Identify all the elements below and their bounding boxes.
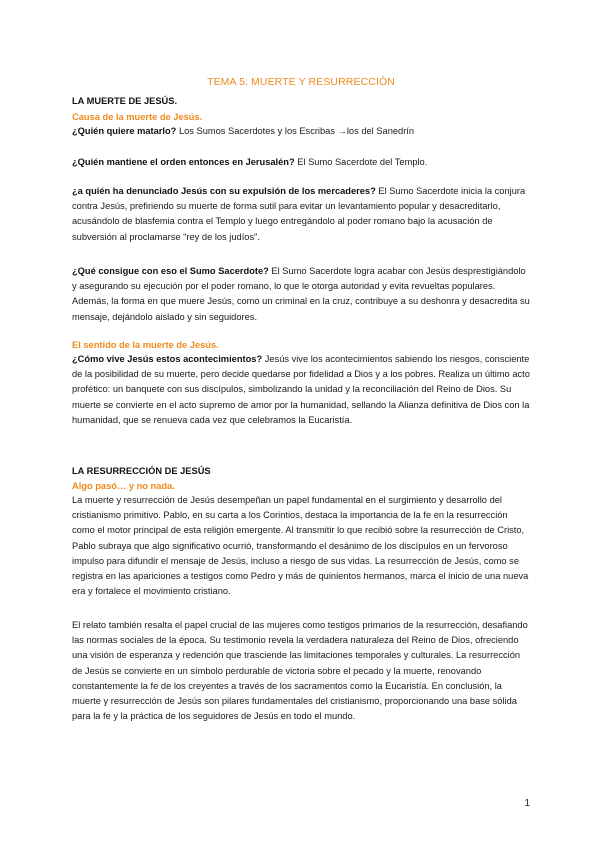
paragraph-q5 xyxy=(72,352,530,428)
paragraph-q1 xyxy=(72,124,530,139)
section-heading-muerte: LA MUERTE DE JESÚS. xyxy=(72,96,178,106)
subheading-sentido: El sentido de la muerte de Jesús. xyxy=(72,340,219,350)
question-text: ¿Cómo vive Jesús estos acontecimientos? xyxy=(72,354,263,364)
paragraph-resurreccion-2: El relato también resalta el papel crucial de las mujeres como testigos primarios de la resurrección, desafiando las normas sociales de la época. Su testimonio revela la verdadera naturaleza del Reino de Dios, ofreciendo una visión de esperanza y redención que trasciende las limitaciones temporales y culturales. La resurrección de Jesús se convierte en un símbolo perdurable de victoria sobre el pecado y la muerte, renovando constantemente la fe de los creyentes a través de los sacramentos como la Eucaristía. En conclusión, la muerte y resurrección de Jesús son pilares fundamentales del cristianismo, proporcionando una base sólida para la fe y la práctica de los seguidores de Jesús en todo el mundo. xyxy=(72,620,528,722)
answer-text: El Sumo Sacerdote logra acabar con Jesús desprestigiándolo y asegurando su ejecución por el poder romano, lo que le otorga autoridad y evita revueltas populares. Además, la forma en que muere Jesús, como un criminal en la cruz, contribuye a su deshonra y desacredita su mensaje, dejándolo aislado y sin seguidores. xyxy=(72,266,530,322)
paragraph-resurreccion-1: La muerte y resurrección de Jesús desempeñan un papel fundamental en el surgimiento y desarrollo del cristianismo primitivo. Pablo, en su carta a los Corintios, destaca la importancia de la fe en la resurrección como el motor principal de esta religión emergente. Al transmitir lo que recibió sobre la resurrección de Cristo, Pablo subraya que algo significativo ocurrió, transformando el desánimo de los discípulos en un fervoroso impulso para difundir el mensaje de Jesús, incluso a riesgo de sus vidas. La resurrección de Jesús, como se registra en las apariciones a testigos como Pedro y más de quinientos hermanos, marca el inicio de una nueva era y fortalece el movimiento cristiano. xyxy=(72,495,529,597)
answer-text: El Sumo Sacerdote inicia la conjura contra Jesús, prefiriendo su muerte de forma sutil para evitar un levantamiento popular y desacreditarlo, acusándolo de blasfemia contra el Templo y luego entregándolo al poder romano bajo la acusación de subversión al proclamarse "rey de los judíos". xyxy=(72,186,526,242)
subheading-algo-paso: Algo pasó… y no nada. xyxy=(72,481,175,491)
answer-text: El Sumo Sacerdote del Templo. xyxy=(294,157,428,167)
question-text: ¿Quién mantiene el orden entonces en Jerusalén? xyxy=(72,157,295,167)
subheading-causa: Causa de la muerte de Jesús. xyxy=(72,112,203,122)
section-heading-resurreccion: LA RESURRECCIÓN DE JESÚS xyxy=(72,466,211,476)
question-text: ¿Quién quiere matarlo? xyxy=(72,126,177,136)
document-page xyxy=(72,0,530,848)
paragraph-q2 xyxy=(72,155,530,170)
page-number: 1 xyxy=(524,798,530,809)
question-text: ¿a quién ha denunciado Jesús con su expulsión de los mercaderes? xyxy=(72,186,376,196)
paragraph-q3 xyxy=(72,184,530,245)
question-text: ¿Qué consigue con eso el Sumo Sacerdote? xyxy=(72,266,269,276)
paragraph-q4 xyxy=(72,264,530,325)
answer-text: Los Sumos Sacerdotes y los Escribas →los del Sanedrín xyxy=(176,126,415,136)
answer-text: Jesús vive los acontecimientos sabiendo los riesgos, consciente de la posibilidad de su muerte, pero decide quedarse por fidelidad a Dios y a los pobres. Realiza un último acto profético: un banquete con sus discípulos, simbolizando la unidad y la reconciliación del Reino de Dios. Su muerte se convierte en el acto supremo de amor por la humanidad, sellando la Alianza definitiva de Dios con la humanidad, que se renueva cada vez que celebramos la Eucaristía. xyxy=(72,354,530,425)
document-title: TEMA 5: MUERTE Y RESURRECCIÓN xyxy=(207,76,395,88)
